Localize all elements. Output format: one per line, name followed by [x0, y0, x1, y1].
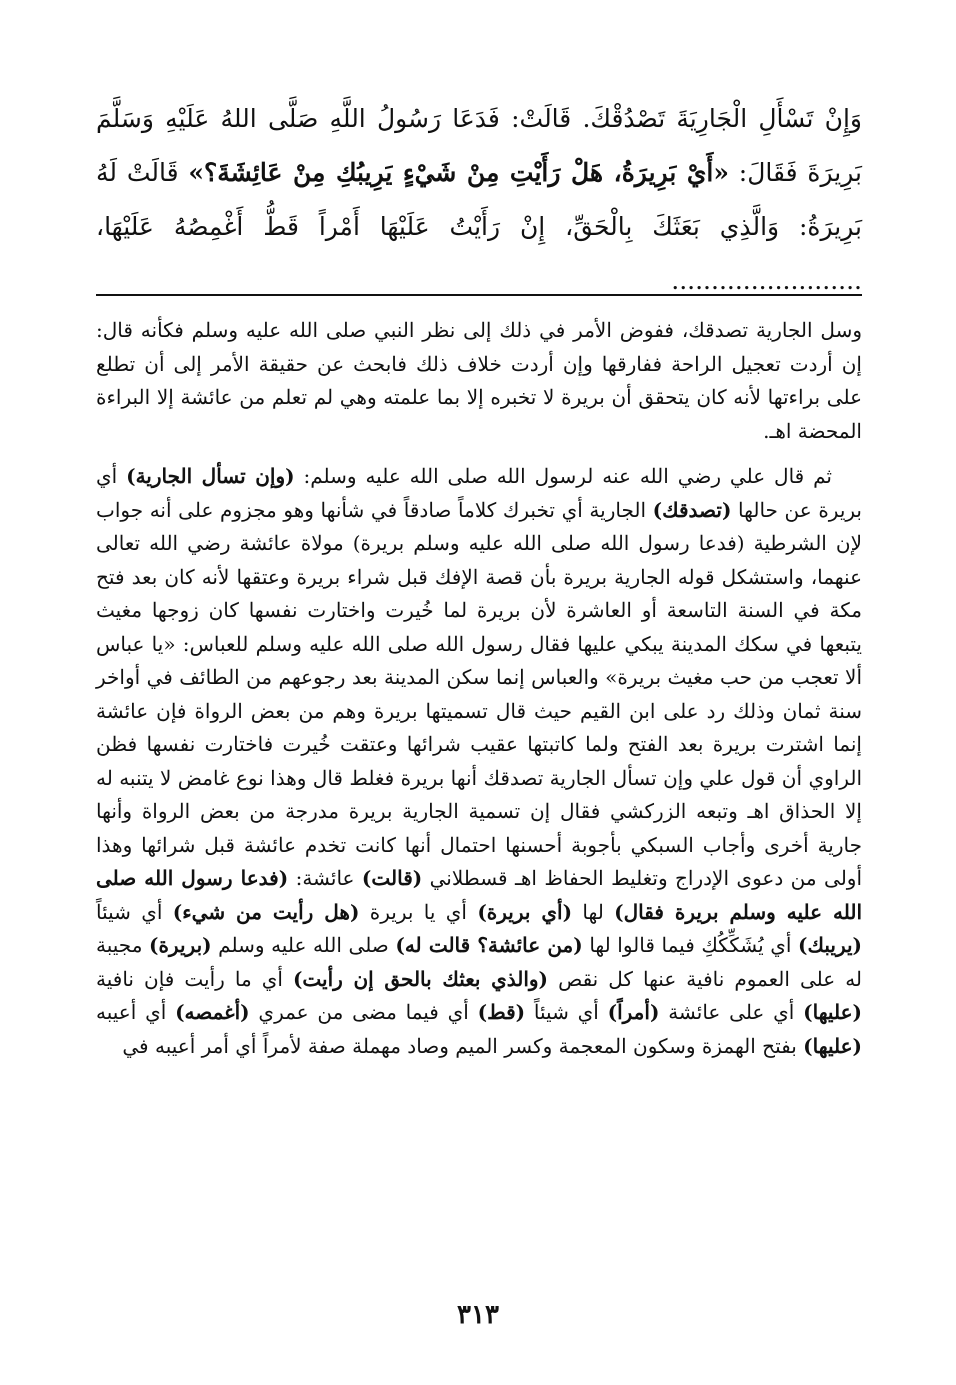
commentary-run: أي على عائشة	[659, 1000, 804, 1024]
commentary-quote: (عليها)	[803, 1033, 862, 1058]
commentary-run: أي يا بريرة	[359, 899, 478, 924]
commentary-quote: (هل رأيت من شيء)	[172, 899, 360, 924]
commentary-paragraph	[96, 460, 862, 1063]
commentary-run: أي أعيبه	[96, 1000, 176, 1024]
commentary-run: بفتح الهمزة وسكون المعجمة وكسر الميم وصاد مهملة صفة لأمراً أي أمر أعيبه في	[122, 1033, 804, 1058]
commentary-run: لها	[572, 899, 615, 924]
hadith-run: وَإِنْ تَسْأَلِ الْجَارِيَةَ تَصْدُقْكَ. قَالَتْ: فَدَعَا رَسُولُ اللَّهِ صَلَّى اللهُ عَلَيْهِ وَسَلَّمَ بَرِيرَةَ فَقَالَ:	[96, 104, 862, 187]
commentary-quote: (فدعا رسول الله صلى الله عليه وسلم بريرة فقال)	[96, 866, 863, 924]
hadith-quote: «أَيْ بَرِيرَةُ، هَلْ رَأَيْتِ مِنْ شَيْءٍ يَرِيبُكِ مِنْ عَائِشَةَ؟»	[188, 158, 729, 187]
commentary-run: صلى الله عليه وسلم	[211, 933, 396, 957]
commentary-run: أي بريرة عن حالها	[96, 464, 862, 522]
commentary-run: أي فيما مضى من عمري	[249, 1000, 478, 1024]
commentary-quote: (أغمصه)	[175, 1000, 250, 1024]
commentary-run: الجارية أي تخبرك كلاماً صادقاً في شأنها وهو مجزوم على أنه جواب لإن الشرطية (فدعا رسول الله صلى الله عليه وسلم بريرة) مولاة عائشة رضي الله تعالى عنهما، واستشكل قوله الجارية بريرة بأن قصة الإفك قبل شراء بريرة وعتقها لأنه كان بعد فتح مكة في السنة التاسعة أو العاشرة لأن بريرة لما خُيرت واختارت نفسها كان زوجها مغيث يتبعها في سكك المدينة يبكي عليها فقال رسول الله صلى الله عليه وسلم للعباس: «يا عباس ألا تعجب من حب مغيث بريرة» والعباس إنما سكن المدينة بعد رجوعهم من الطائف في أواخر سنة ثمان وذلك رد على ابن القيم حيث قال تسميتها بريرة وهم من بعض الرواة فإن عائشة إنما اشترت بريرة بعد الفتح ولما كاتبتها عقيب شرائها وعتقت خُيرت فاختارت نفسها فظن الراوي أن قول علي وإن تسأل الجارية تصدقك أنها بريرة فغلط قال وهذا نوع غامض لا يتنبه له إلا الحذاق اهـ وتبعه الزركشي فقال إن تسمية الجارية بريرة مدرجة من بعض الرواة وأنها جارية أخرى وأجاب السبكي بأجوبة أحسنها احتمال أنها كانت تخدم عائشة قبل شرائها وهذا أولى من دعوى الإدراج وتغليط الحفاظ اهـ قسطلاني	[96, 497, 863, 890]
commentary-quote: (قالت)	[361, 866, 423, 890]
page-number: ٣١٣	[457, 1300, 499, 1330]
commentary-run: ثم قال علي رضي الله عنه لرسول الله صلى الله عليه وسلم:	[294, 464, 832, 488]
commentary-quote: (عليها)	[803, 1000, 862, 1024]
commentary-run: مجيبة له على العموم نافية عنها كل نقص	[96, 933, 863, 991]
commentary-run: أي شيئاً	[525, 1000, 608, 1024]
commentary-quote: (تصدقك)	[652, 497, 732, 522]
footnote-divider	[96, 294, 862, 296]
commentary-run: أي شيئاً	[96, 899, 173, 924]
commentary-quote: (أي بريرة)	[477, 899, 573, 924]
commentary-run: عائشة:	[288, 866, 362, 890]
commentary-quote: (يريبك)	[798, 933, 863, 957]
commentary-run: أي ما رأيت فإن نافية	[96, 966, 293, 991]
hadith-text	[96, 92, 862, 308]
commentary-text	[96, 314, 862, 1063]
commentary-quote: (قط)	[477, 1000, 526, 1024]
commentary-quote: (أمراً)	[607, 1000, 660, 1024]
commentary-quote: (من عائشة؟ قالت له)	[395, 933, 583, 957]
commentary-quote: (بريرة)	[148, 933, 212, 957]
hadith-paragraph	[96, 92, 862, 308]
commentary-paragraph: وسل الجارية تصدقك، ففوض الأمر في ذلك إلى نظر النبي صلى الله عليه وسلم فكأنه قال: إن أردت تعجيل الراحة ففارقها وإن أردت خلاف ذلك فابحث عن حقيقة الأمر إلى أن تطلع على براءتها لأنه كان يتحقق أن بريرة لا تخبره إلا بما علمته وهي لم تعلم من عائشة إلا البراءة المحضة اهـ.	[96, 318, 862, 443]
commentary-quote: (والذي بعثك بالحق إن رأيت)	[292, 966, 549, 991]
commentary-run: أي يُشَكِّكُكِ فيما قالوا لها	[582, 933, 799, 957]
commentary-quote: (وإن تسأل الجارية)	[126, 464, 295, 488]
hadith-run: قَالَتْ لَهُ بَرِيرَةُ: وَالَّذِي بَعَثَكَ بِالْحَقِّ، إِنْ رَأَيْتُ عَلَيْهَا أَمْراً قَطُّ أَغْمِصُهُ عَلَيْهَا، ........................	[96, 158, 862, 295]
